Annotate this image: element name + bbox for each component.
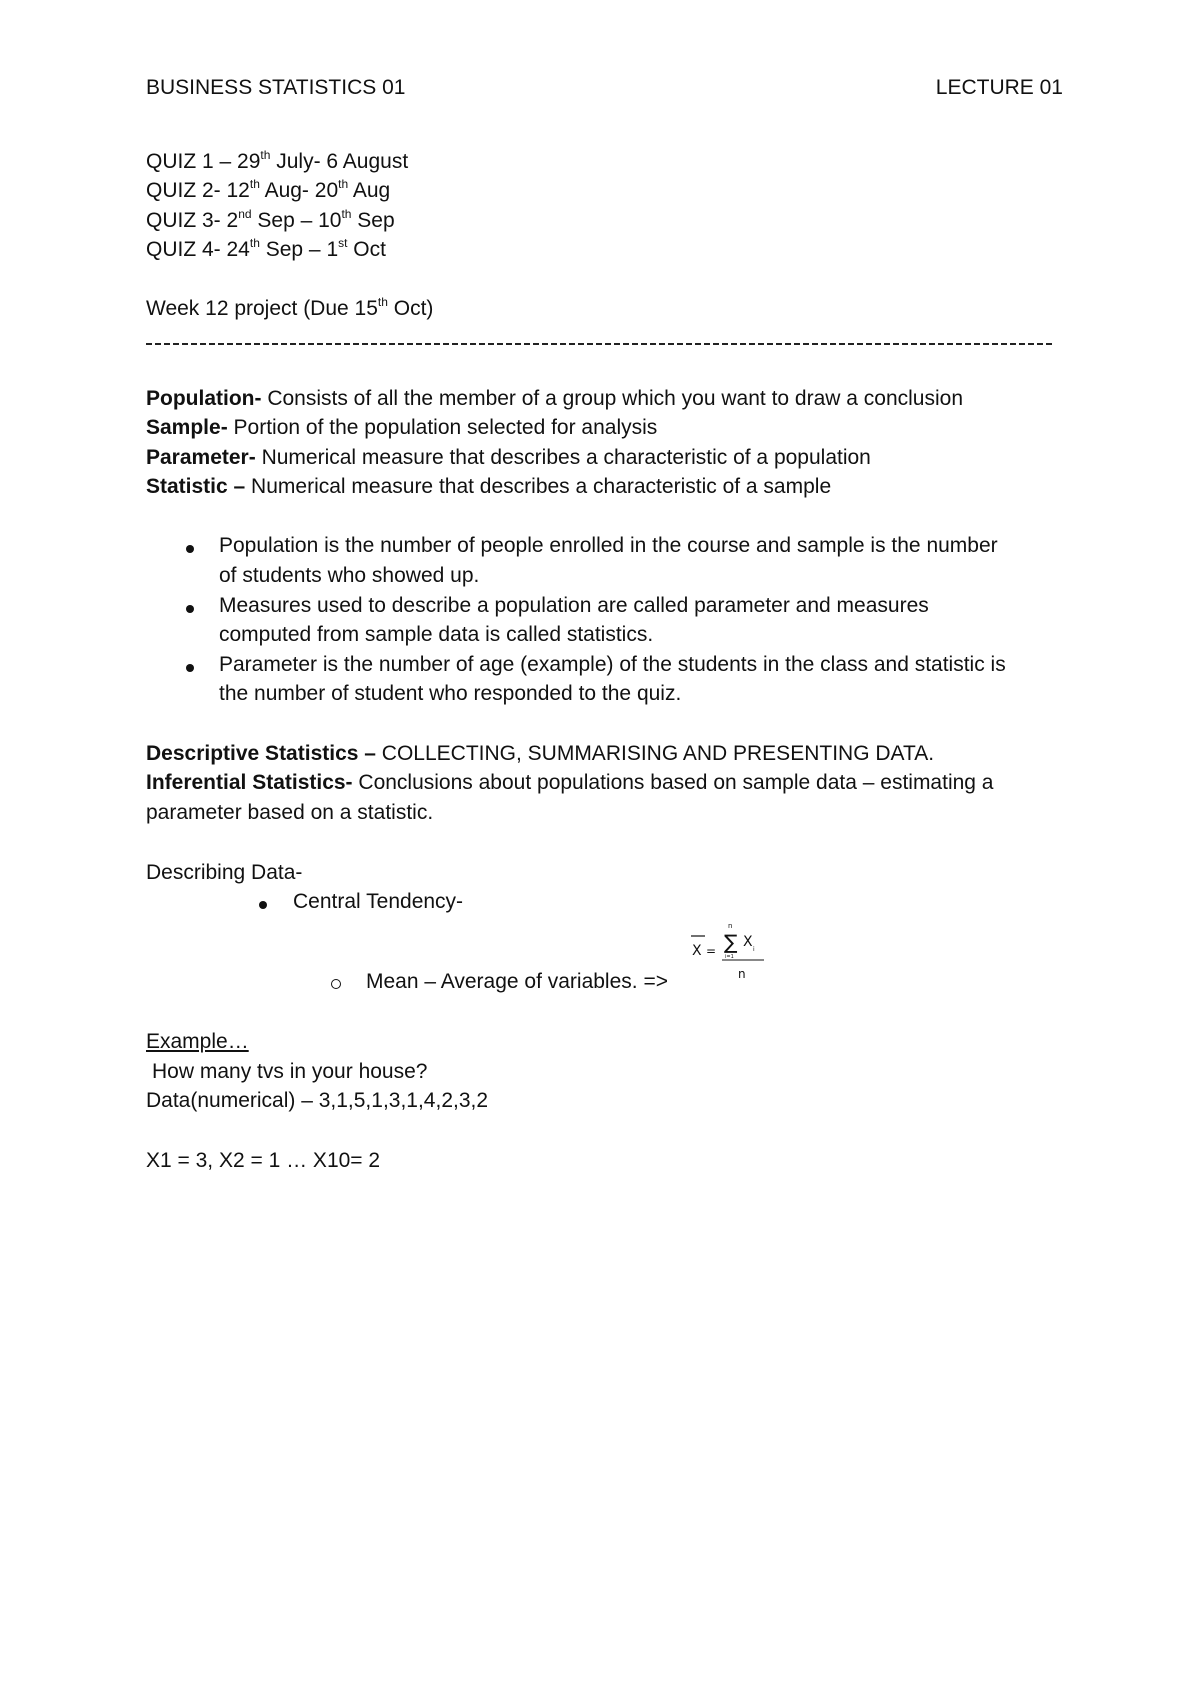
bullet-icon — [259, 901, 267, 909]
svg-text:n: n — [728, 922, 733, 930]
lecture-number: LECTURE 01 — [935, 76, 1063, 99]
mean-definition: Mean – Average of variables. => — [366, 970, 668, 993]
bullet-text: the number of student who responded to the quiz. — [219, 682, 682, 705]
quiz-line: QUIZ 1 – 29th July- 6 August — [146, 148, 409, 173]
mean-formula — [688, 920, 784, 990]
definition-population: Population- Consists of all the member of a group which you want to draw a conclusion — [146, 387, 964, 410]
central-tendency: Central Tendency- — [293, 890, 464, 913]
inferential-statistics: Inferential Statistics- Conclusions about populations based on sample data – estimating a — [146, 771, 994, 794]
dashed-separator — [146, 343, 1054, 345]
svg-text:=: = — [706, 944, 717, 958]
bullet-text: Measures used to describe a population are called parameter and measures — [219, 594, 929, 617]
quiz-line: QUIZ 4- 24th Sep – 1st Oct — [146, 236, 386, 261]
bullet-icon — [186, 664, 194, 672]
example-data: Data(numerical) – 3,1,5,1,3,1,4,2,3,2 — [146, 1089, 489, 1112]
example-question: How many tvs in your house? — [152, 1060, 428, 1083]
bullet-text: of students who showed up. — [219, 564, 480, 587]
sub-bullet-icon — [331, 979, 341, 989]
bullet-icon — [186, 545, 194, 553]
project-line: Week 12 project (Due 15th Oct) — [146, 295, 434, 320]
inferential-statistics-cont: parameter based on a statistic. — [146, 801, 434, 824]
svg-text:n: n — [738, 967, 746, 981]
example-variables: X1 = 3, X2 = 1 … X10= 2 — [146, 1149, 381, 1172]
svg-text:X: X — [692, 943, 702, 959]
bullet-text: Parameter is the number of age (example) of the students in the class and statistic is — [219, 653, 1006, 676]
quiz-line: QUIZ 2- 12th Aug- 20th Aug — [146, 177, 391, 202]
course-title: BUSINESS STATISTICS 01 — [146, 76, 406, 99]
bullet-text: computed from sample data is called statistics. — [219, 623, 654, 646]
definition-sample: Sample- Portion of the population selected for analysis — [146, 416, 658, 439]
bullet-text: Population is the number of people enrolled in the course and sample is the number — [219, 534, 998, 557]
svg-text:X: X — [743, 934, 753, 950]
example-heading: Example… — [146, 1030, 249, 1053]
quiz-line: QUIZ 3- 2nd Sep – 10th Sep — [146, 207, 395, 232]
definition-parameter: Parameter- Numerical measure that describes a characteristic of a population — [146, 446, 871, 469]
descriptive-statistics: Descriptive Statistics – COLLECTING, SUMMARISING AND PRESENTING DATA. — [146, 742, 935, 765]
svg-text:i=1: i=1 — [725, 954, 734, 960]
bullet-icon — [186, 605, 194, 613]
svg-text:∑: ∑ — [724, 930, 738, 954]
svg-text:i: i — [753, 946, 755, 953]
definition-statistic: Statistic – Numerical measure that describes a characteristic of a sample — [146, 475, 832, 498]
describing-data-heading: Describing Data- — [146, 861, 303, 884]
